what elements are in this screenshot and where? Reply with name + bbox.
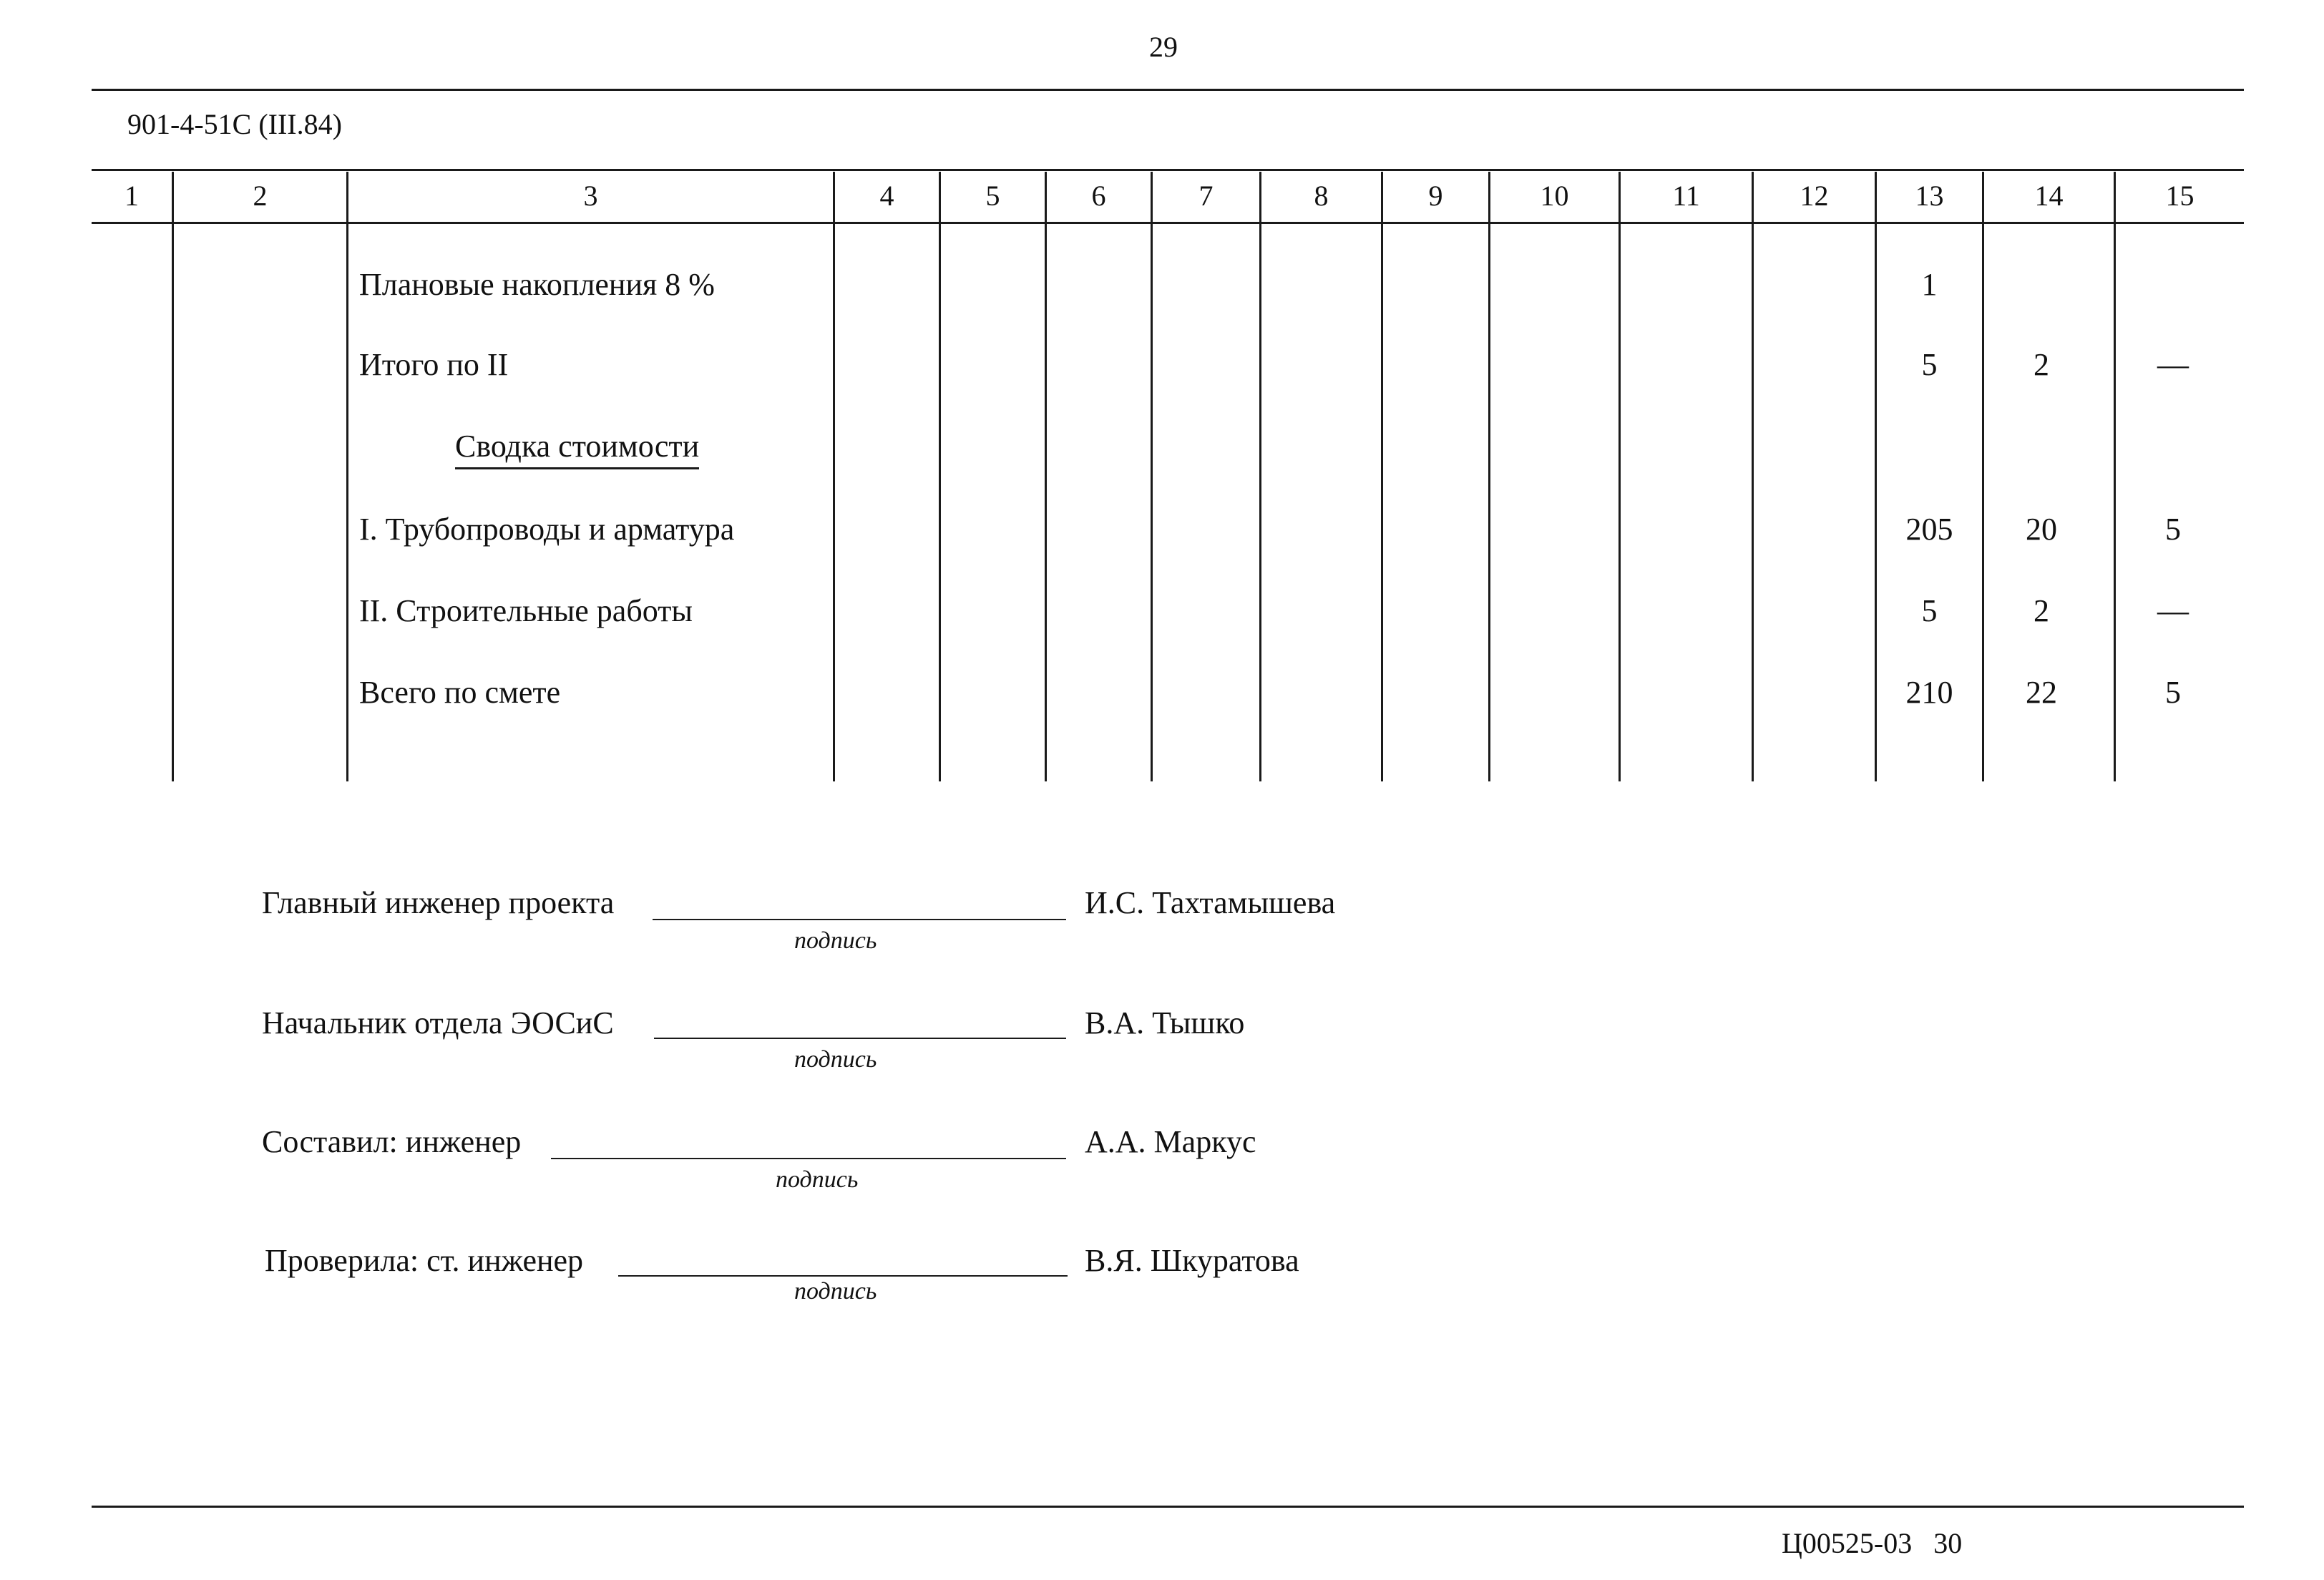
column-header: 14 (2034, 180, 2064, 212)
column-header: 1 (125, 180, 139, 212)
column-header: 7 (1198, 180, 1214, 212)
cell-col15: 5 (2165, 512, 2181, 547)
column-header: 12 (1800, 180, 1829, 212)
column-divider (1488, 172, 1490, 781)
table-header-rule (92, 222, 2244, 224)
signature-role: Начальник отдела ЭОСиС (262, 1005, 614, 1040)
column-divider (1381, 172, 1383, 781)
signature-hint: подпись (794, 1046, 877, 1073)
cell-col15: — (2157, 593, 2189, 628)
footer-code: Ц00525-03 30 (1782, 1527, 1963, 1559)
section-heading: Сводка стоимости (455, 428, 699, 469)
cell-col15: 5 (2165, 675, 2181, 710)
signature-line (618, 1275, 1068, 1277)
cell-col14: 22 (2026, 675, 2057, 710)
signature-line (551, 1158, 1066, 1159)
column-divider (939, 172, 941, 781)
signature-name: А.А. Маркус (1085, 1124, 1256, 1159)
column-header: 9 (1428, 180, 1443, 212)
column-divider (172, 172, 174, 781)
row-label: I. Трубопроводы и арматура (359, 512, 735, 547)
column-header: 13 (1915, 180, 1944, 212)
signature-role: Главный инженер проекта (262, 885, 615, 920)
column-header: 3 (583, 180, 598, 212)
column-divider (1259, 172, 1261, 781)
column-divider (833, 172, 835, 781)
cell-col14: 2 (2034, 347, 2049, 382)
column-header: 6 (1091, 180, 1106, 212)
column-divider (1045, 172, 1047, 781)
column-header: 10 (1540, 180, 1569, 212)
top-rule (92, 89, 2244, 91)
signature-role: Составил: инженер (262, 1124, 522, 1159)
column-header: 4 (879, 180, 894, 212)
signature-hint: подпись (776, 1166, 859, 1193)
cell-col13: 5 (1921, 593, 1938, 628)
signature-line (654, 1038, 1066, 1039)
signature-hint: подпись (794, 1278, 877, 1305)
signature-name: В.Я. Шкуратова (1085, 1243, 1299, 1278)
page-number: 29 (1149, 31, 1178, 63)
cell-col13: 210 (1905, 675, 1953, 710)
signature-role: Проверила: ст. инженер (265, 1243, 584, 1278)
row-label: Всего по смете (359, 675, 561, 710)
column-header: 11 (1672, 180, 1700, 212)
row-label: Итого по II (359, 347, 509, 382)
cell-col14: 2 (2034, 593, 2049, 628)
column-divider (1151, 172, 1153, 781)
cell-col15: — (2157, 347, 2189, 382)
column-header: 2 (253, 180, 268, 212)
signature-name: В.А. Тышко (1085, 1005, 1245, 1040)
column-header: 8 (1314, 180, 1329, 212)
cell-col13: 1 (1921, 267, 1938, 302)
signature-line (653, 919, 1066, 920)
row-label: II. Строительные работы (359, 593, 693, 628)
column-header: 5 (985, 180, 1000, 212)
document-code: 901-4-51С (III.84) (127, 108, 342, 140)
cell-col13: 5 (1921, 347, 1938, 382)
cell-col13: 205 (1905, 512, 1953, 547)
column-divider (346, 172, 348, 781)
column-divider (1752, 172, 1754, 781)
row-label: Плановые накопления 8 % (359, 267, 715, 302)
cell-col14: 20 (2026, 512, 2057, 547)
column-header: 15 (2165, 180, 2194, 212)
signature-name: И.С. Тахтамышева (1085, 885, 1336, 920)
signature-hint: подпись (794, 927, 877, 954)
column-divider (1618, 172, 1621, 781)
footer-rule (92, 1506, 2244, 1508)
table-top-rule (92, 169, 2244, 171)
